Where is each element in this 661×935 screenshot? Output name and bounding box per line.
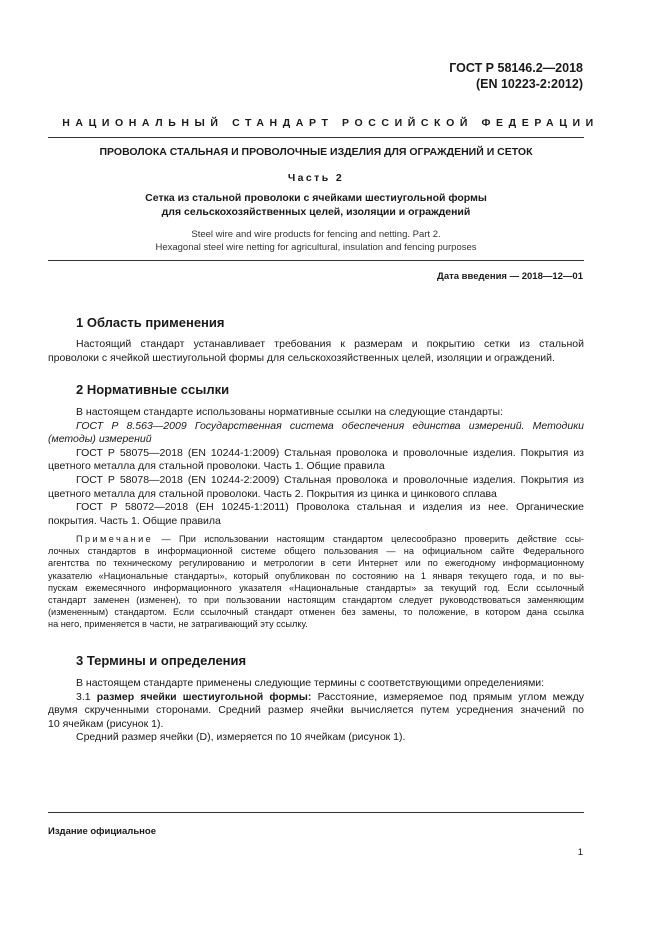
part-number: Часть 2 xyxy=(287,172,345,184)
note-line: лочных стандартов в информационной системе общего пользования — на официальном сайте Федерального xyxy=(48,546,584,557)
section-references-body xyxy=(48,406,584,528)
note-line: агентства по техническому регулированию и метрологии в сети Интернет или по ежегодному информационному xyxy=(48,558,584,569)
reference-item-cont: (методы) измерений xyxy=(48,433,152,446)
references-note xyxy=(48,533,584,631)
official-edition-label: Издание официальное xyxy=(48,826,156,837)
term-definition-cont: 10 ячейкам (рисунок 1). xyxy=(48,717,164,730)
page-number: 1 xyxy=(577,847,583,858)
document-title: ПРОВОЛОКА СТАЛЬНАЯ И ПРОВОЛОЧНЫЕ ИЗДЕЛИЯ ДЛЯ ОГРАЖДЕНИЙ И СЕТОК xyxy=(99,146,533,158)
title-divider xyxy=(48,260,584,261)
references-intro: В настоящем стандарте использованы нормативные ссылки на следующие стандарты: xyxy=(76,406,503,418)
terms-extra: Средний размер ячейки (D), измеряется по 10 ячейкам (рисунок 1). xyxy=(76,731,406,744)
section-heading-references: 2 Нормативные ссылки xyxy=(76,382,230,397)
term-definition xyxy=(48,691,584,705)
section-scope-body xyxy=(48,338,584,365)
section-heading-scope: 1 Область применения xyxy=(76,315,225,330)
reference-item-cont: цветного металла для стальной проволоки. Часть 2. Покрытия из цинка и цинкового сплава xyxy=(48,487,497,500)
note-label: Примечание xyxy=(76,534,154,544)
reference-item-cont: цветного металла для стальной проволоки. Часть 1. Общие правила xyxy=(48,460,385,473)
term-name: размер ячейки шестиугольной формы: xyxy=(96,690,312,703)
standard-code-ru: ГОСТ Р 58146.2—2018 xyxy=(449,61,583,75)
note-line: на него, применяется в части, не затрагивающий эту ссылку. xyxy=(48,619,308,630)
header-divider xyxy=(48,137,584,138)
subtitle-line: для сельскохозяйственных целей, изоляции и ограждений xyxy=(161,206,471,218)
national-standard-banner: НАЦИОНАЛЬНЫЙ СТАНДАРТ РОССИЙСКОЙ ФЕДЕРАЦИИ xyxy=(62,117,599,129)
note-line: пускам ежемесячного информационного указателя «Национальные стандарты» за текущий год. Если ссылочный xyxy=(48,582,584,593)
note-line: стандарт заменен (изменен), то при пользовании настоящим стандартом следует руководствоваться заменяющим xyxy=(48,595,584,606)
standard-code xyxy=(449,60,583,92)
note-line xyxy=(48,533,584,545)
english-title-line: Steel wire and wire products for fencing and netting. Part 2. xyxy=(191,229,441,240)
note-line: указателю «Национальные стандарты», который опубликован по состоянию на 1 января текущего года, и по вы- xyxy=(48,570,584,581)
paragraph-line: Настоящий стандарт устанавливает требования к размерам и покрытию сетки из стальной xyxy=(76,338,584,350)
standard-code-en: (EN 10223-2:2012) xyxy=(475,77,583,91)
introduction-date: Дата введения — 2018—12—01 xyxy=(437,271,583,282)
english-title-line: Hexagonal steel wire netting for agricultural, insulation and fencing purposes xyxy=(155,241,477,253)
footer-divider xyxy=(48,812,584,813)
document-subtitle xyxy=(48,191,584,219)
english-title xyxy=(48,229,584,254)
term-text: Расстояние, измеряемое под прямым углом между xyxy=(311,690,585,703)
term-number: 3.1 xyxy=(76,690,97,703)
reference-item-cont: покрытия. Часть 1. Общие правила xyxy=(48,514,221,527)
note-text: — При использовании настоящим стандартом целесообразно проверить действие ссы- xyxy=(153,534,584,544)
reference-item: ГОСТ Р 58072—2018 (EH 10245-1:2011) Проволока стальная и изделия из нее. Органические xyxy=(76,501,584,514)
reference-item: ГОСТ Р 8.563—2009 Государственная система обеспечения единства измерений. Методики xyxy=(76,419,584,432)
terms-intro: В настоящем стандарте применены следующие термины с соответствующими определениями: xyxy=(76,677,545,689)
paragraph-line: проволоки с ячейкой шестиугольной формы для сельскохозяйственных целей, изоляции и ограждений. xyxy=(48,351,555,364)
section-terms-body xyxy=(48,677,584,745)
reference-item: ГОСТ Р 58078—2018 (EN 10244-2:2009) Стальная проволока и проволочные изделия. Покрытия из xyxy=(76,473,584,486)
note-line: (измененным) стандартом. Если ссылочный стандарт отменен без замены, то положение, в котором дана ссылка xyxy=(48,607,584,618)
reference-item: ГОСТ Р 58075—2018 (EN 10244-1:2009) Стальная проволока и проволочные изделия. Покрытия из xyxy=(76,446,584,459)
term-definition-cont: двумя скрученными сторонами. Средний размер ячейки вычисляется путем усреднения значений по xyxy=(48,704,584,717)
subtitle-line: Сетка из стальной проволоки с ячейками шестиугольной формы xyxy=(145,192,487,204)
section-heading-terms: 3 Термины и определения xyxy=(76,653,247,668)
